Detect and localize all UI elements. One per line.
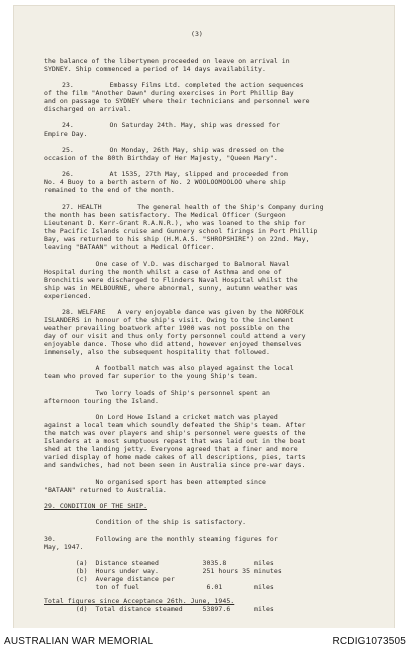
text-line: and sandwiches, had not been seen in Australia since pre-war days.	[44, 461, 306, 469]
document-page	[14, 6, 394, 628]
text-line: SYDNEY. Ship commenced a period of 14 days availability.	[44, 65, 266, 73]
text-line: team who proved far superior to the young Ship's team.	[44, 372, 259, 380]
total-figures-heading: Total figures since Acceptance 26th. June, 1945.	[44, 597, 235, 605]
text-line: ISLANDERS in honour of the ship's visit. Owing to the inclement	[44, 316, 294, 324]
text-line: 30. Following are the monthly steaming figures for	[44, 535, 278, 543]
text-line: Bronchitis were discharged to Flinders Naval Hospital whilst the	[44, 276, 298, 284]
steaming-figure-row: ton of fuel 6.01 miles	[44, 583, 274, 591]
text-line: experienced.	[44, 292, 92, 300]
text-line: One case of V.D. was discharged to Balmoral Naval	[44, 260, 290, 268]
text-line: afternoon touring the Island.	[44, 397, 159, 405]
text-line: Islanders at a most sumptuous repast that was laid out in the boat	[44, 437, 306, 445]
text-line: of the film "Another Dawn" during exercises in Port Phillip Bay	[44, 89, 294, 97]
text-line: 23. Embassy Films Ltd. completed the action sequences	[62, 81, 304, 89]
steaming-figure-row: (b) Hours under way. 251 hours 35 minutes	[44, 567, 282, 575]
text-line: 28. WELFARE A very enjoyable dance was given by the NORFOLK	[62, 308, 304, 316]
text-line: remained to the end of the month.	[44, 186, 175, 194]
text-line: 26. At 1535, 27th May, slipped and proceeded from	[62, 170, 288, 178]
text-line: discharged on arrival.	[44, 105, 132, 113]
text-line: May, 1947.	[44, 543, 84, 551]
text-line: weather prevailing boatwork after 1900 was not possible on the	[44, 324, 290, 332]
text-line: day of our visit and thus only forty personnel could attend a very	[44, 332, 306, 340]
steaming-figure-row: (c) Average distance per	[44, 575, 175, 583]
text-line: the Pacific Islands cruise and Gunnery school firings in Port Phillip	[44, 227, 318, 235]
text-line: ship was in MELBOURNE, where abnormal, sunny, autumn weather was	[44, 284, 298, 292]
text-line: varied display of home made cakes of all descriptions, pies, tarts	[44, 453, 306, 461]
text-line: Empire Day.	[44, 130, 88, 138]
text-line: enjoyable dance. Those who did attend, however enjoyed themselves	[44, 340, 302, 348]
text-line: 27. HEALTH The general health of the Ship's Company during	[62, 203, 324, 211]
text-line: Bay, was returned to his ship (H.M.A.S. "SHROPSHIRE") on 22nd. May,	[44, 235, 310, 243]
archive-name: AUSTRALIAN WAR MEMORIAL	[4, 636, 154, 647]
text-line: 24. On Saturday 24th. May, ship was dressed for	[62, 121, 280, 129]
text-line: Condition of the ship is satisfactory.	[44, 518, 247, 526]
text-line: the balance of the libertymen proceeded on leave on arrival in	[44, 57, 290, 65]
text-line: shed at the landing jetty. Everyone agreed that a finer and more	[44, 445, 298, 453]
text-line: No. 4 Buoy to a berth astern of No. 2 WOOLOOMOOLOO where ship	[44, 178, 286, 186]
section-heading: 29. CONDITION OF THE SHIP.	[44, 502, 148, 510]
text-line: leaving "BATAAN" without a Medical Officer.	[44, 243, 215, 251]
text-line: occasion of the 80th Birthday of Her Majesty, "Queen Mary".	[44, 154, 278, 162]
text-line: No organised sport has been attempted since	[44, 478, 266, 486]
archive-caption-bar	[0, 628, 410, 654]
text-line: On Lord Howe Island a cricket match was played	[44, 413, 278, 421]
text-line: Two lorry loads of Ship's personnel spent an	[44, 389, 270, 397]
text-line: against a local team which soundly defeated the Ship's team. After	[44, 421, 306, 429]
text-line: "BATAAN" returned to Australia.	[44, 486, 167, 494]
text-line: and on passage to SYDNEY where their technicians and personnel were	[44, 97, 310, 105]
text-line: Lieutenant D. Kerr-Grant R.A.N.R.), who was loaned to the ship for	[44, 219, 306, 227]
text-line: the match was over players and ship's personnel were guests of the	[44, 429, 306, 437]
text-line: Hospital during the month whilst a case of Asthma and one of	[44, 268, 282, 276]
text-line: the month has been satisfactory. The Medical Officer (Surgeon	[44, 211, 286, 219]
steaming-figure-row: (d) Total distance steamed 53897.6 miles	[44, 605, 274, 613]
text-line: A football match was also played against the local	[44, 364, 294, 372]
steaming-figure-row: (a) Distance steamed 3035.8 miles	[44, 559, 274, 567]
text-line: immensely, also the subsequent hospitality that followed.	[44, 348, 270, 356]
page-number: (3)	[191, 30, 203, 38]
text-line: 25. On Monday, 26th May, ship was dressed on the	[62, 146, 284, 154]
archive-reference: RCDIG1073505	[332, 636, 406, 647]
